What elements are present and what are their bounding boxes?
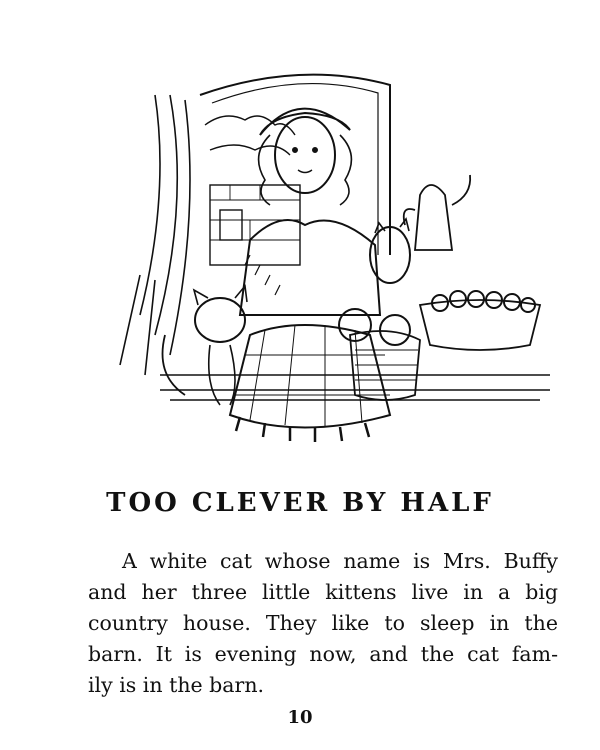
- paragraph-line: ily is in the barn.: [88, 673, 265, 697]
- paragraph-line: and her three little kittens live in a big: [88, 580, 558, 604]
- woman-hat: [260, 109, 350, 135]
- page-number: 10: [287, 707, 313, 728]
- checked-skirt: [230, 325, 390, 428]
- paragraph-line: A white cat whose name is Mrs. Buffy: [122, 549, 558, 573]
- coffee-pot: [404, 175, 470, 250]
- window-arch: [200, 75, 390, 255]
- tabby-cat: [195, 298, 245, 342]
- woman-face: [275, 117, 335, 193]
- woman-shawl: [240, 220, 380, 315]
- story-paragraph: [88, 546, 558, 701]
- story-title: TOO CLEVER BY HALF: [106, 488, 494, 518]
- paragraph-line: country house. They like to sleep in the: [88, 611, 558, 635]
- story-illustration: [100, 55, 560, 455]
- cottage: [210, 185, 300, 265]
- curtain: [120, 95, 190, 375]
- paragraph-line: barn. It is evening now, and the cat fam-: [88, 642, 558, 666]
- tree-foliage: [205, 116, 295, 155]
